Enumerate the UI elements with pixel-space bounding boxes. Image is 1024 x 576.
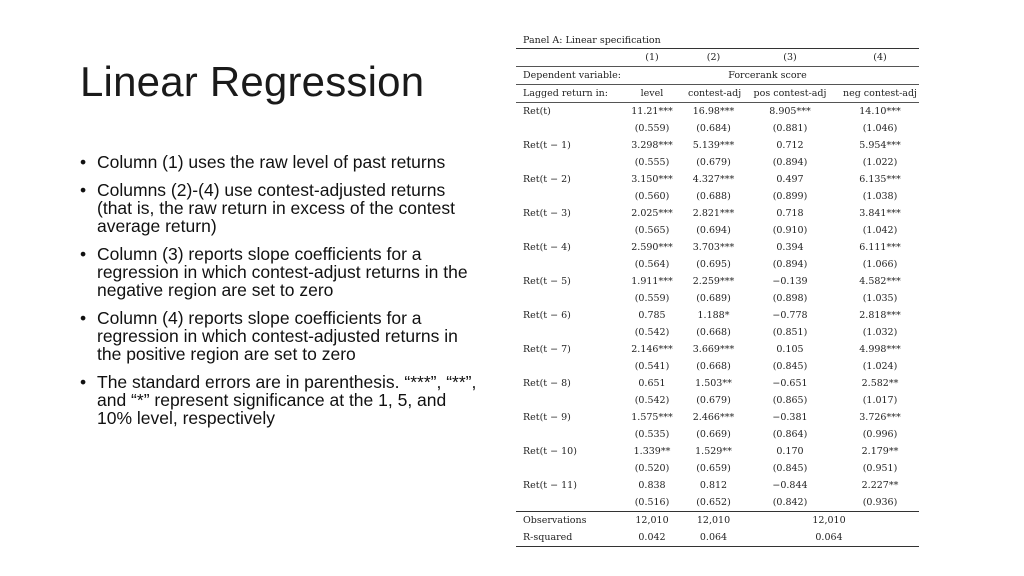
coefficient-row (516, 341, 919, 358)
coefficient-cell: 2.590*** (631, 242, 673, 253)
standard-error-cell: (0.565) (634, 225, 670, 236)
slide-title: Linear Regression (80, 58, 425, 105)
observations-row (516, 512, 919, 530)
standard-error-row (516, 358, 919, 375)
standard-error-cell: (0.560) (634, 191, 670, 202)
standard-error-cell: (0.659) (696, 463, 731, 474)
coefficient-cell: −0.139 (772, 276, 808, 287)
lagged-column-header: neg contest-adj (841, 85, 919, 103)
standard-error-cell: (0.535) (634, 429, 670, 440)
standard-error-cell: (0.951) (862, 463, 898, 474)
row-label: Ret(t − 8) (523, 378, 571, 389)
standard-error-cell: (1.017) (862, 395, 898, 406)
coefficient-cell: 3.298*** (631, 140, 673, 151)
coefficient-row (516, 307, 919, 324)
row-label: Ret(t − 9) (523, 412, 571, 423)
lagged-column-header: contest-adj (688, 85, 739, 103)
coefficient-cell: 2.466*** (692, 412, 735, 423)
coefficient-cell: 4.327*** (692, 174, 735, 185)
standard-error-cell: (1.032) (862, 327, 898, 338)
lagged-return-label: Lagged return in: (516, 85, 616, 103)
coefficient-cell: 0.785 (638, 310, 666, 321)
standard-error-cell: (0.564) (634, 259, 670, 270)
bullet-item: • Column (4) reports slope coefficients for a regression in which contest-adjusted returns in the positive region are set to zero (80, 309, 485, 363)
bullet-item: • Columns (2)-(4) use contest-adjusted returns (that is, the raw return in excess of the contest average return) (80, 181, 485, 235)
coefficient-cell: 4.998*** (859, 344, 901, 355)
standard-error-cell: (0.516) (634, 497, 670, 508)
coefficient-cell: 0.838 (638, 480, 666, 491)
standard-error-cell: (0.842) (772, 497, 808, 508)
coefficient-cell: 0.170 (776, 446, 804, 457)
standard-error-cell: (1.042) (862, 225, 898, 236)
standard-error-cell: (0.695) (696, 259, 731, 270)
standard-error-row (516, 154, 919, 171)
coefficient-cell: 2.821*** (692, 208, 735, 219)
results-table (516, 48, 919, 547)
column-number: (4) (841, 49, 919, 67)
coefficient-cell: 2.259*** (692, 276, 735, 287)
standard-error-row (516, 324, 919, 341)
coefficient-row (516, 443, 919, 460)
standard-error-cell: (0.845) (772, 463, 808, 474)
lagged-return-row (516, 85, 919, 103)
coefficient-cell: 0.651 (638, 378, 666, 389)
column-number: (3) (739, 49, 841, 67)
coefficient-cell: −0.778 (772, 310, 808, 321)
row-label: Ret(t − 7) (523, 344, 571, 355)
standard-error-row (516, 494, 919, 512)
regression-table (516, 34, 919, 547)
r-squared-cell: 0.064 (688, 529, 739, 547)
standard-error-cell: (0.845) (772, 361, 808, 372)
row-label: Ret(t − 6) (523, 310, 571, 321)
standard-error-row (516, 120, 919, 137)
standard-error-cell: (0.669) (696, 429, 731, 440)
r-squared-row (516, 529, 919, 547)
standard-error-cell: (0.898) (772, 293, 808, 304)
coefficient-cell: 5.954*** (859, 140, 901, 151)
standard-error-cell: (0.864) (772, 429, 808, 440)
row-label: Ret(t) (516, 103, 616, 121)
r-squared-cell: 0.064 (739, 529, 919, 547)
standard-error-cell: (0.894) (772, 157, 808, 168)
coefficient-row (516, 239, 919, 256)
standard-error-row (516, 256, 919, 273)
standard-error-cell: (0.668) (696, 361, 731, 372)
standard-error-cell: (0.668) (696, 327, 731, 338)
dependent-variable-value: Forcerank score (616, 67, 919, 85)
standard-error-cell: (0.555) (634, 157, 670, 168)
coefficient-row (516, 273, 919, 290)
coefficient-cell: 3.150*** (631, 174, 673, 185)
standard-error-row (516, 222, 919, 239)
coefficient-cell: −0.844 (772, 480, 808, 491)
coefficient-cell: 11.21*** (616, 103, 688, 121)
dependent-variable-label: Dependent variable: (516, 67, 616, 85)
coefficient-cell: 0.105 (776, 344, 804, 355)
coefficient-cell: 2.582** (861, 378, 899, 389)
coefficient-cell: 2.146*** (631, 344, 673, 355)
observations-label: Observations (516, 512, 616, 530)
row-label: Ret(t − 2) (523, 174, 571, 185)
r-squared-cell: 0.042 (616, 529, 688, 547)
observations-cell: 12,010 (616, 512, 688, 530)
panel-title: Panel A: Linear specification (523, 35, 661, 46)
coefficient-row (516, 171, 919, 188)
standard-error-cell: (0.996) (862, 429, 898, 440)
row-label: Ret(t − 1) (523, 140, 571, 151)
coefficient-cell: 0.394 (776, 242, 804, 253)
standard-error-cell: (0.541) (634, 361, 670, 372)
standard-error-cell: (1.035) (862, 293, 898, 304)
coefficient-cell: 1.911*** (631, 276, 673, 287)
standard-error-cell: (0.688) (696, 191, 731, 202)
standard-error-cell: (0.865) (772, 395, 808, 406)
coefficient-cell: 6.111*** (859, 242, 901, 253)
standard-error-cell: (0.679) (696, 395, 731, 406)
column-number: (2) (688, 49, 739, 67)
standard-error-cell: (0.542) (634, 395, 670, 406)
coefficient-cell: 1.575*** (631, 412, 673, 423)
coefficient-cell: 0.497 (776, 174, 804, 185)
row-label: Ret(t − 3) (523, 208, 571, 219)
r-squared-label: R-squared (516, 529, 616, 547)
standard-error-row (516, 188, 919, 205)
standard-error-cell: (0.936) (862, 497, 898, 508)
bullet-item: • Column (1) uses the raw level of past returns (80, 153, 485, 171)
standard-error-cell: (0.851) (772, 327, 808, 338)
lagged-column-header: pos contest-adj (739, 85, 841, 103)
column-number-row (516, 49, 919, 67)
bullet-item: • Column (3) reports slope coefficients for a regression in which contest-adjust returns in the negative region are set to zero (80, 245, 485, 299)
row-label: Ret(t − 4) (523, 242, 571, 253)
standard-error-cell: (0.881) (772, 123, 808, 134)
coefficient-cell: 2.818*** (859, 310, 901, 321)
coefficient-cell: −0.381 (772, 412, 808, 423)
bullet-list (80, 153, 485, 437)
coefficient-cell: 1.339** (633, 446, 671, 457)
lagged-column-header: level (616, 85, 688, 103)
observations-cell: 12,010 (688, 512, 739, 530)
coefficient-cell: 4.582*** (859, 276, 901, 287)
coefficient-cell: 0.812 (699, 480, 728, 491)
coefficient-row (516, 375, 919, 392)
standard-error-cell: (1.038) (862, 191, 898, 202)
standard-error-row (516, 460, 919, 477)
bullet-item: • The standard errors are in parenthesis. “***”, “**”, and “*” represent significance at the 1, 5, and 10% level, respectively (80, 373, 485, 427)
standard-error-cell: (0.899) (772, 191, 808, 202)
standard-error-cell: (0.679) (696, 157, 731, 168)
coefficient-cell: −0.651 (772, 378, 808, 389)
coefficient-cell: 3.669*** (692, 344, 735, 355)
coefficient-cell: 1.529** (695, 446, 732, 457)
coefficient-cell: 8.905*** (739, 103, 841, 121)
coefficient-cell: 0.712 (776, 140, 804, 151)
coefficient-cell: 3.703*** (692, 242, 735, 253)
standard-error-cell: (0.559) (634, 293, 670, 304)
standard-error-cell: (0.694) (696, 225, 731, 236)
standard-error-cell: (0.652) (696, 497, 731, 508)
coefficient-cell: 1.188* (697, 310, 730, 321)
coefficient-cell: 3.841*** (859, 208, 901, 219)
row-label: Ret(t − 11) (523, 480, 577, 491)
observations-cell: 12,010 (739, 512, 919, 530)
coefficient-cell: 2.025*** (631, 208, 673, 219)
coefficient-row (516, 409, 919, 426)
dependent-variable-row (516, 67, 919, 85)
row-label: Ret(t − 5) (523, 276, 571, 287)
coefficient-cell: 16.98*** (688, 103, 739, 121)
standard-error-row (516, 426, 919, 443)
coefficient-cell: 5.139*** (692, 140, 735, 151)
standard-error-cell: (0.689) (696, 293, 731, 304)
coefficient-row (516, 477, 919, 494)
coefficient-row (516, 103, 919, 121)
standard-error-cell: (0.559) (634, 123, 670, 134)
coefficient-cell: 14.10*** (841, 103, 919, 121)
coefficient-cell: 2.227** (861, 480, 899, 491)
coefficient-cell: 0.718 (776, 208, 804, 219)
coefficient-cell: 1.503** (695, 378, 732, 389)
standard-error-cell: (1.024) (862, 361, 898, 372)
column-number: (1) (616, 49, 688, 67)
standard-error-cell: (0.520) (634, 463, 670, 474)
standard-error-row (516, 290, 919, 307)
coefficient-row (516, 205, 919, 222)
coefficient-cell: 3.726*** (859, 412, 901, 423)
standard-error-cell: (0.910) (772, 225, 808, 236)
standard-error-cell: (1.066) (862, 259, 898, 270)
standard-error-cell: (0.542) (634, 327, 670, 338)
coefficient-cell: 6.135*** (859, 174, 901, 185)
standard-error-cell: (1.046) (862, 123, 898, 134)
standard-error-row (516, 392, 919, 409)
standard-error-cell: (1.022) (862, 157, 898, 168)
standard-error-cell: (0.684) (696, 123, 731, 134)
row-label: Ret(t − 10) (523, 446, 577, 457)
coefficient-row (516, 137, 919, 154)
coefficient-cell: 2.179** (861, 446, 899, 457)
standard-error-cell: (0.894) (772, 259, 808, 270)
